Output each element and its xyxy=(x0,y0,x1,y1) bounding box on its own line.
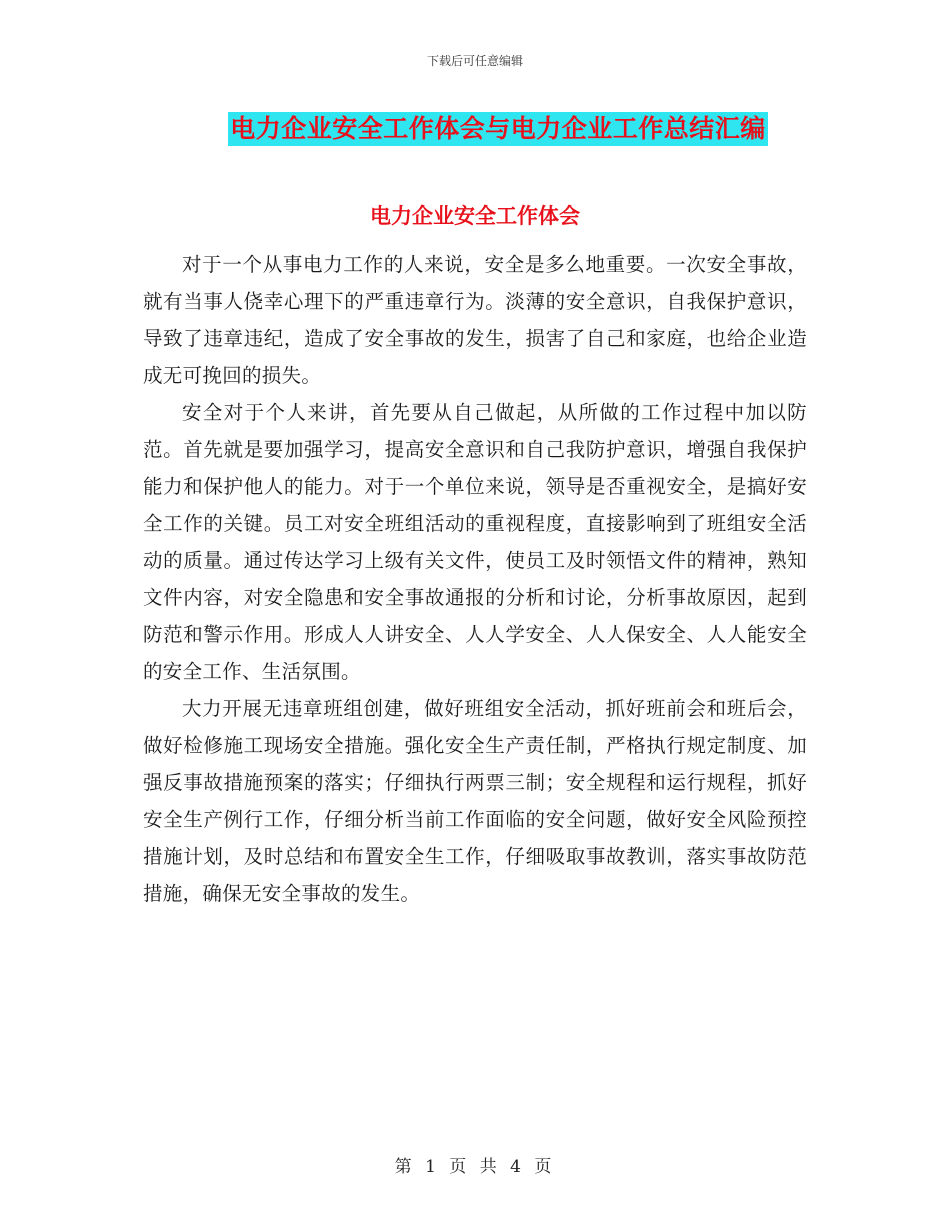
paragraph-1: 对于一个从事电力工作的人来说，安全是多么地重要。一次安全事故，就有当事人侥幸心理下的严重违章行为。淡薄的安全意识，自我保护意识，导致了违章违纪，造成了安全事故的发生，损害了自己和家庭，也给企业造成无可挽回的损失。 xyxy=(143,253,807,387)
header-note: 下载后可任意编辑 xyxy=(426,54,523,68)
page-footer: 第 1 页 共 4 页 xyxy=(394,1157,556,1177)
section-title: 电力企业安全工作体会 xyxy=(370,204,580,228)
document-title: 电力企业安全工作体会与电力企业工作总结汇编 xyxy=(228,112,768,146)
paragraph-2: 安全对于个人来讲，首先要从自己做起，从所做的工作过程中加以防范。首先就是要加强学习，提高安全意识和自己我防护意识，增强自我保护能力和保护他人的能力。对于一个单位来说，领导是否重视安全，是搞好安全工作的关键。员工对安全班组活动的重视程度，直接影响到了班组安全活动的质量。通过传达学习上级有关文件，使员工及时领悟文件的精神，熟知文件内容，对安全隐患和安全事故通报的分析和讨论，分析事故原因，起到防范和警示作用。形成人人讲安全、人人学安全、人人保安全、人人能安全的安全工作、生活氛围。 xyxy=(143,401,807,683)
paragraph-3: 大力开展无违章班组创建，做好班组安全活动，抓好班前会和班后会，做好检修施工现场安全措施。强化安全生产责任制，严格执行规定制度、加强反事故措施预案的落实；仔细执行两票三制；安全规程和运行规程，抓好安全生产例行工作，仔细分析当前工作面临的安全问题，做好安全风险预控措施计划，及时总结和布置安全生工作，仔细吸取事故教训，落实事故防范措施，确保无安全事故的发生。 xyxy=(143,697,807,905)
document-title-container xyxy=(0,112,950,146)
document-body xyxy=(143,246,807,912)
